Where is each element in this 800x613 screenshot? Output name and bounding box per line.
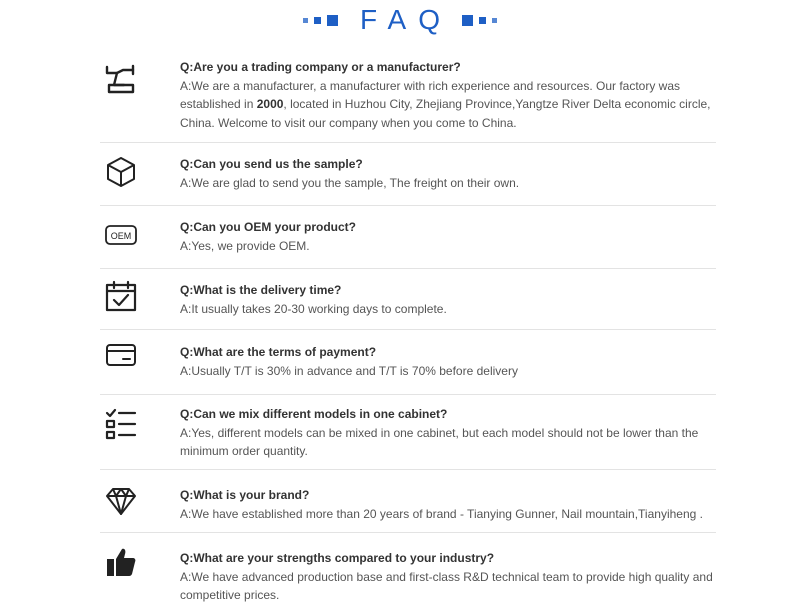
answer-text: A:Usually T/T is 30% in advance and T/T is 70% before delivery (180, 363, 518, 378)
answer-text: A:We are a manufacturer, a manufacturer with rich experience and resources. Our factory was established in 2000, located in Huzhou City, Zhejiang Province,Yangtze River Delta economic circle, China. Welcome to visit our company when you come to China. (180, 78, 711, 130)
question-text: Q:What are the terms of payment? (180, 345, 377, 359)
dot-decoration (314, 17, 321, 24)
question-text: Q:Can you send us the sample? (180, 157, 363, 171)
box-icon (104, 155, 138, 189)
faq-item (100, 330, 716, 395)
dot-decoration (327, 15, 338, 26)
svg-text:OEM: OEM (110, 231, 132, 241)
checklist-icon (104, 407, 138, 441)
left-dots-decoration (303, 15, 338, 26)
faq-header (0, 0, 800, 40)
calendar-check-icon (104, 279, 138, 313)
answer-text: A:We have established more than 20 years of brand - Tianying Gunner, Nail mountain,Tianyiheng . (180, 506, 703, 521)
faq-item (100, 269, 716, 330)
dot-decoration (479, 17, 486, 24)
thumbs-up-icon (104, 545, 138, 579)
question-text: Q:Can you OEM your product? (180, 220, 356, 234)
diamond-icon (104, 484, 138, 518)
credit-card-icon (104, 338, 138, 372)
oem-badge-icon (104, 218, 138, 252)
answer-text: A:Yes, we provide OEM. (180, 238, 310, 253)
right-dots-decoration (462, 15, 497, 26)
question-text: Q:What are your strengths compared to your industry? (180, 551, 495, 565)
faq-list (100, 52, 716, 613)
faq-item (100, 395, 716, 470)
dot-decoration (492, 18, 497, 23)
faq-item (100, 52, 716, 143)
answer-text: A:We are glad to send you the sample, The freight on their own. (180, 175, 520, 190)
answer-text: A:Yes, different models can be mixed in one cabinet, but each model should not be lower than the minimum order quantity. (180, 425, 699, 458)
faq-item (100, 533, 716, 613)
question-text: Q:What is the delivery time? (180, 283, 342, 297)
faq-item (100, 206, 716, 269)
dot-decoration (303, 18, 308, 23)
faq-item (100, 143, 716, 206)
robot-arm-icon (104, 62, 138, 96)
faq-item (100, 470, 716, 533)
dot-decoration (462, 15, 473, 26)
answer-text: A:It usually takes 20-30 working days to complete. (180, 301, 447, 316)
question-text: Q:What is your brand? (180, 488, 310, 502)
question-text: Q:Are you a trading company or a manufacturer? (180, 60, 461, 74)
answer-text: A:We have advanced production base and first-class R&D technical team to provide high quality and competitive prices. (180, 569, 713, 602)
page-title: FAQ (359, 4, 452, 35)
question-text: Q:Can we mix different models in one cabinet? (180, 407, 448, 421)
